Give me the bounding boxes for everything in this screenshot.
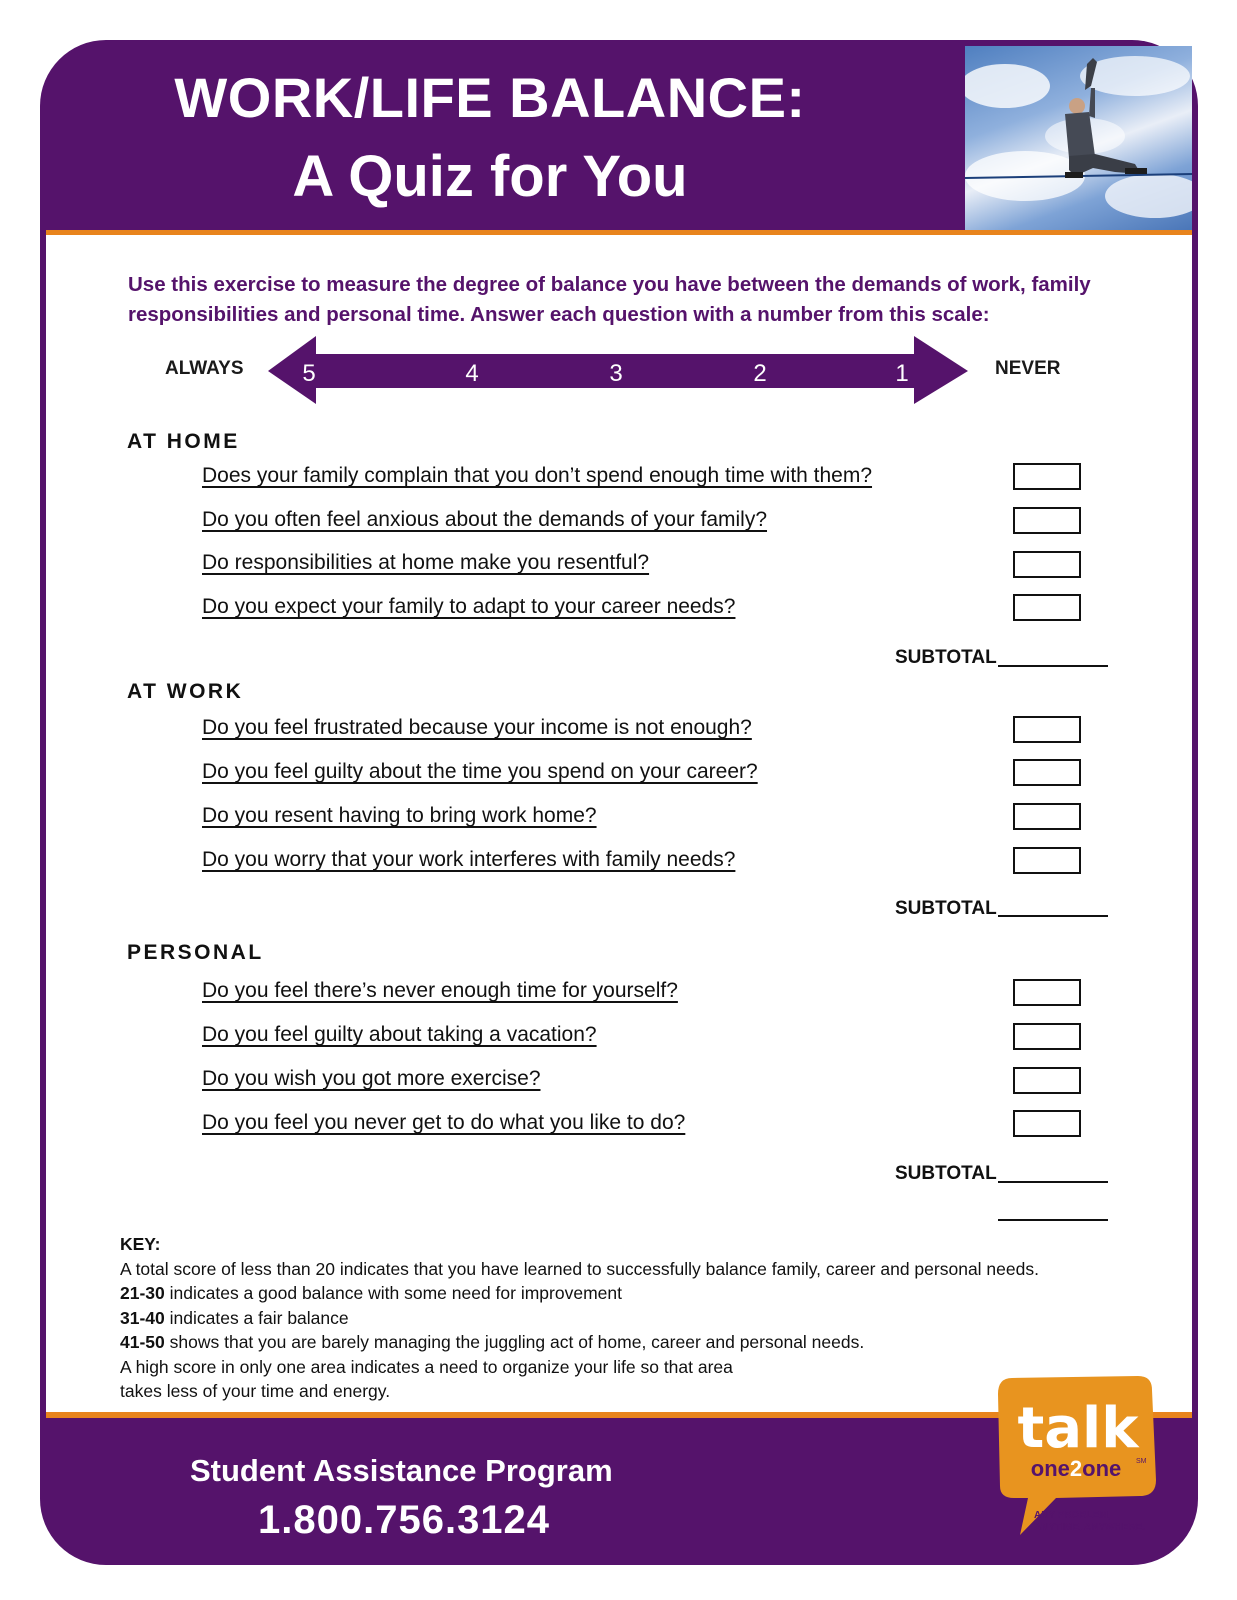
question-item: Do you feel you never get to do what you like to do?	[202, 1111, 686, 1134]
key-range-text: indicates a fair balance	[164, 1307, 349, 1328]
scoring-key	[120, 1232, 1120, 1404]
subtotal-line[interactable]	[998, 665, 1108, 667]
question-item: Do you resent having to bring work home?	[202, 804, 597, 827]
key-range: 41-50	[120, 1332, 165, 1352]
scale-number: 1	[895, 360, 909, 387]
logo-tagline: ANYTIME, ANYWHERE.	[1034, 1522, 1146, 1533]
key-heading: KEY:	[120, 1234, 161, 1254]
question-item: Do responsibilities at home make you resentful?	[202, 551, 650, 574]
scale-number: 5	[302, 360, 316, 387]
subtotal-line[interactable]	[998, 915, 1108, 917]
header-photo	[965, 46, 1192, 230]
logo-tagline: ANY PROBLEM,	[1034, 1510, 1111, 1521]
key-line: A high score in only one area indicates a need to organize your life so that area	[120, 1356, 733, 1377]
section-heading-personal: PERSONAL	[127, 941, 264, 964]
question-item: Does your family complain that you don’t spend enough time with them?	[202, 464, 873, 487]
question-item: Do you feel guilty about the time you spend on your career?	[202, 760, 758, 783]
key-line	[120, 1281, 1120, 1306]
question-item: Do you expect your family to adapt to your career needs?	[202, 595, 736, 618]
subtotal-label: SUBTOTAL	[895, 1163, 997, 1184]
page-title: WORK/LIFE BALANCE:	[174, 66, 806, 129]
question-item: Do you wish you got more exercise?	[202, 1067, 541, 1090]
key-line	[120, 1330, 1120, 1355]
question-item: Do you worry that your work interferes with family needs?	[202, 848, 736, 871]
section-heading-at-work: AT WORK	[127, 680, 244, 703]
answer-box[interactable]	[1013, 507, 1081, 534]
footer-organization: Student Assistance Program	[190, 1453, 613, 1488]
scale-always-label: ALWAYS	[165, 358, 244, 379]
question-item: Do you often feel anxious about the demands of your family?	[202, 508, 768, 531]
section-heading-at-home: AT HOME	[127, 430, 240, 453]
businessman-tightrope-illustration	[965, 46, 1192, 230]
logo-subword: one2one	[1030, 1456, 1122, 1481]
answer-box[interactable]	[1013, 803, 1081, 830]
question-item: Do you feel there’s never enough time for yourself?	[202, 979, 678, 1002]
answer-box[interactable]	[1013, 847, 1081, 874]
key-line: A total score of less than 20 indicates that you have learned to successfully balance family, career and personal needs.	[120, 1258, 1039, 1279]
answer-box[interactable]	[1013, 463, 1081, 490]
key-line: takes less of your time and energy.	[120, 1381, 391, 1401]
talk-one2one-logo	[990, 1370, 1170, 1540]
subtotal-label: SUBTOTAL	[895, 898, 997, 919]
scale-never-label: NEVER	[995, 358, 1061, 379]
answer-box[interactable]	[1013, 551, 1081, 578]
key-line	[120, 1306, 1120, 1331]
question-item: Do you feel frustrated because your income is not enough?	[202, 716, 752, 739]
answer-box[interactable]	[1013, 1023, 1081, 1050]
key-range-text: shows that you are barely managing the juggling act of home, career and personal needs.	[164, 1332, 865, 1352]
answer-box[interactable]	[1013, 759, 1081, 786]
answer-box[interactable]	[1013, 979, 1081, 1006]
instructions-text: Use this exercise to measure the degree of balance you have between the demands of work, family responsibilities and personal time. Answer each question with a number from this scale:	[128, 273, 1091, 326]
answer-box[interactable]	[1013, 594, 1081, 621]
total-line[interactable]	[998, 1219, 1108, 1221]
scale-number: 4	[465, 360, 479, 387]
logo-service-mark: SM	[1136, 1458, 1147, 1465]
footer-phone-number[interactable]: 1.800.756.3124	[258, 1498, 551, 1542]
scale-number: 2	[753, 360, 767, 387]
subtotal-label: SUBTOTAL	[895, 647, 997, 668]
answer-box[interactable]	[1013, 1067, 1081, 1094]
key-range-text: indicates a good balance with some need for improvement	[164, 1283, 622, 1303]
subtotal-line[interactable]	[998, 1181, 1108, 1183]
page-subtitle: A Quiz for You	[292, 144, 688, 209]
rating-scale-arrow	[268, 336, 968, 406]
question-item: Do you feel guilty about taking a vacation?	[202, 1023, 597, 1046]
scale-number: 3	[609, 360, 623, 387]
key-range: 21-30	[120, 1283, 165, 1303]
answer-box[interactable]	[1013, 716, 1081, 743]
logo-word: talk	[1017, 1396, 1139, 1461]
key-range: 31-40	[120, 1307, 165, 1328]
answer-box[interactable]	[1013, 1110, 1081, 1137]
